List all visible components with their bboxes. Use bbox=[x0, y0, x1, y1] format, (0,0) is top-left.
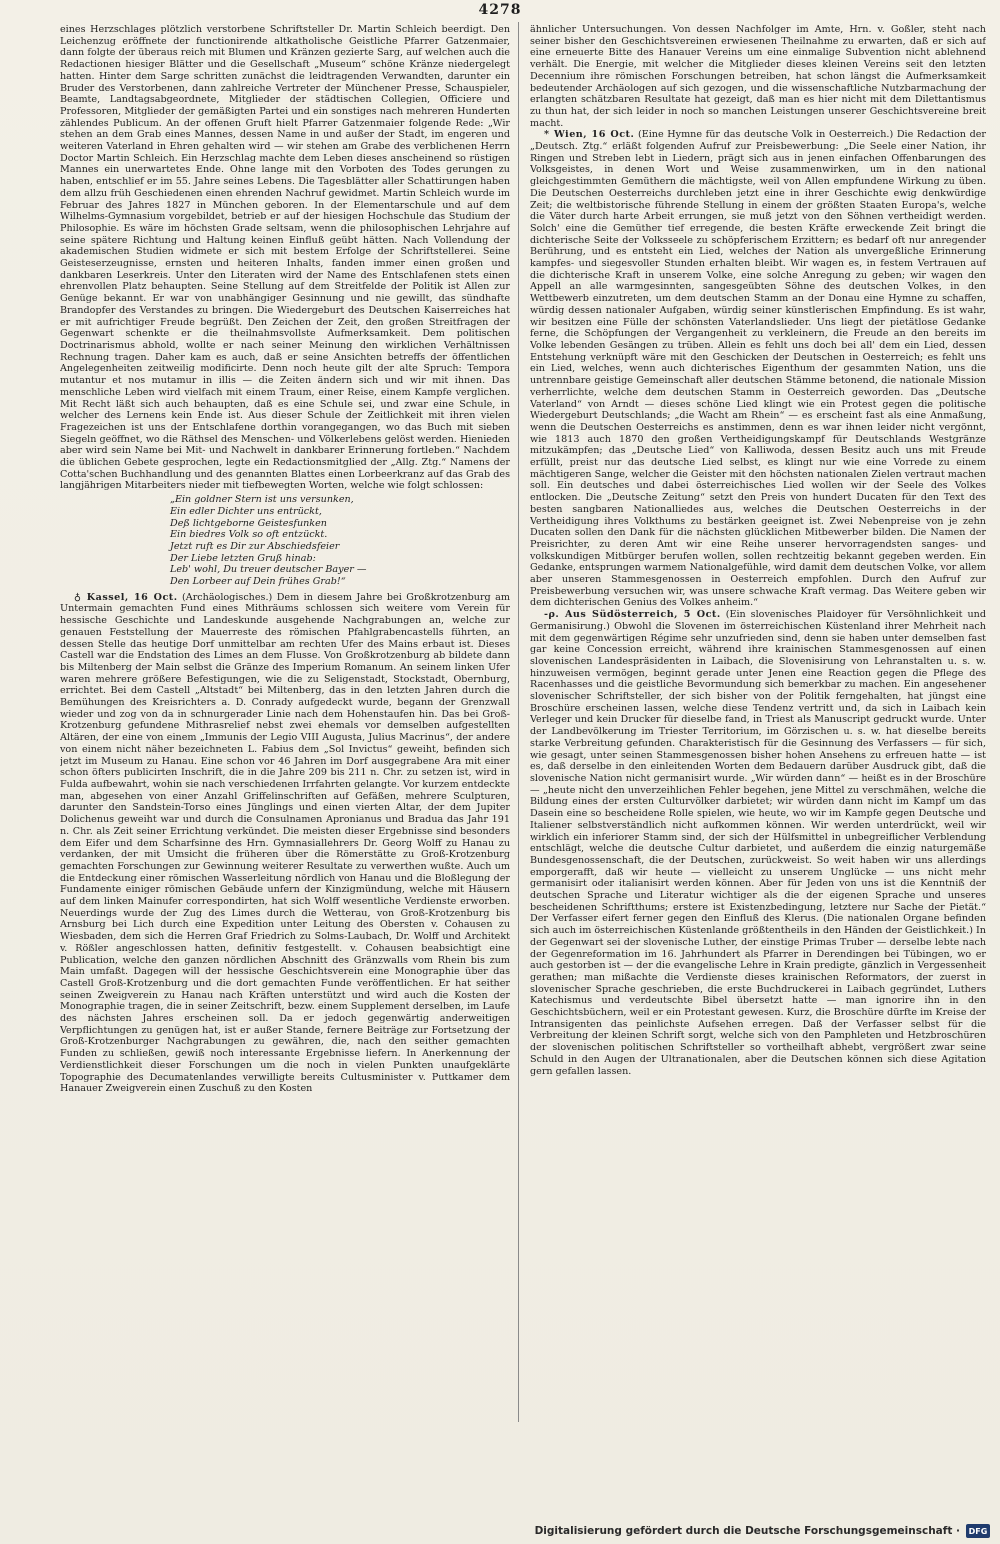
farewell-poem bbox=[170, 494, 510, 588]
suedoesterreich-dateline: -ρ. Aus Südösterreich, 5 Oct. bbox=[544, 609, 721, 621]
footer-credit-text: Digitalisierung gefördert durch die Deutsche Forschungsgemeinschaft · bbox=[534, 1525, 960, 1537]
poem-line: „Ein goldner Stern ist uns versunken, bbox=[170, 494, 354, 506]
left-column bbox=[60, 24, 510, 1514]
right-column bbox=[530, 24, 986, 1514]
dfg-logo: DFG bbox=[966, 1524, 990, 1538]
schleich-funeral-article: eines Herzschlages plötzlich verstorbene Schriftsteller Dr. Martin Schleich beerdigt. Den Leichenzug eröffnete der functionirende altkatholische Geistliche Pfarrer Gatzenmaier, dann folgte der überaus reich mit Blumen und Kränzen gezierte Sarg, auf welchen auch die Redactionen hiesiger Blätter und die Gesellschaft „Museum“ schöne Kränze niedergelegt hatten. Hinter dem Sarge schritten zunächst die leidtragenden Verwandten, darunter ein Bruder des Verstorbenen, dann zahlreiche Vertreter der Münchener Presse, Schauspieler, Beamte, Landtagsabgeordnete, Mitglieder der städtischen Collegien, Officiere und Professoren, Mitglieder der gemäßigten Partei und ein sonstiges nach mehreren Hunderten zählendes Publicum. An der offenen Gruft hielt Pfarrer Gatzenmaier folgende Rede: „Wir stehen an dem Grab eines Mannes, dessen Name in und außer der Stadt, im engeren und weiteren Vaterland in Ehren gehalten wird — wir stehen am Grabe des verblichenen Herrn Doctor Martin Schleich. Ein Herzschlag machte dem Leben dieses anscheinend so rüstigen Mannes ein unerwartetes Ende. Ohne lange mit den Vorboten des Todes gerungen zu haben, entschlief er im 55. Jahre seines Lebens. Die Tagesblätter aller Schattirungen haben dem allzu früh Geschiedenen einen ehrenden Nachruf gewidmet. Martin Schleich wurde im Februar des Jahres 1827 in München geboren. In der Elementarschule und auf dem Wilhelms-Gymnasium vorgebildet, betrieb er auf der hiesigen Hochschule das Studium der Philosophie. Es wäre im höchsten Grade seltsam, wenn die philosophischen Lehrjahre auf seine spätere Richtung und Haltung keinen Einfluß geübt hätten. Nach Vollendung der akademischen Studien widmete er sich mit bestem Erfolge der Schriftstellerei. Seine Geisteserzeugnisse, ernsten und heiteren Inhalts, fanden immer einen großen und dankbaren Leserkreis. Unter den Literaten wird der Name des Entschlafenen stets einen ehrenvollen Platz behaupten. Seine Stellung auf dem Streitfelde der Politik ist Allen zur Genüge bekannt. Er war von unabhängiger Gesinnung und nie gewillt, das sündhafte Brandopfer des Verstandes zu bringen. Die Wiedergeburt des Deutschen Kaiserreiches hat er mit aufrichtiger Freude begrüßt. Den Zeichen der Zeit, den großen Streitfragen der Gegenwart schenkte er die theilnahmsvollste Aufmerksamkeit. Dem politischen Doctrinarismus abhold, wollte er nach seiner Meinung den wirklichen Verhältnissen Rechnung tragen. Daher kam es auch, daß er seine Ansichten betreffs der öffentlichen Angelegenheiten zeitweilig modificirte. Denn noch heute gilt der alte Spruch: Tempora mutantur et nos mutamur in illis — die Zeiten ändern sich und wir mit ihnen. Das menschliche Leben wird vielfach mit einem Traum, einer Reise, einem Kampfe verglichen. Mit Recht läßt sich auch behaupten, daß es eine Schule sei, und zwar eine Schule, in welcher des Lernens kein Ende ist. Aus dieser Schule der Zeitlichkeit mit ihren vielen Fragezeichen ist uns der Entschlafene dorthin vorangegangen, wo das Buch mit sieben Siegeln geöffnet, wo die Räthsel des Menschen- und Völkerlebens gelöst werden. Hienieden aber wird sein Name bei Mit- und Nachwelt in dankbarer Erinnerung fortleben.“ Nachdem die üblichen Gebete gesprochen, legte ein Redactionsmitglied der „Allg. Ztg.“ Namens der Cotta'schen Buchhandlung und des genannten Blattes einen Lorbeerkranz auf das Grab des langjährigen Mitarbeiters nieder mit tiefbewegten Worten, welche wie folgt schlossen: bbox=[60, 24, 510, 492]
wien-article bbox=[530, 129, 986, 609]
wien-dateline: * Wien, 16 Oct. bbox=[544, 129, 635, 141]
poem-line: Deß lichtgeborne Geistesfunken bbox=[170, 517, 327, 529]
column-divider bbox=[518, 22, 519, 1422]
wien-text: (Eine Hymne für das deutsche Volk in Oesterreich.) Die Redaction der „Deutsch. Ztg.“ erläßt folgenden Aufruf zur Preisbewerbung: „Die Seele einer Nation, ihr Ringen und Streben lebt in Liedern, prägt sich aus in jenen einfachen Offenbarungen des Volksgeistes, in denen Wort und Weise zusammenwirken, um in den national gleichgestimmten Gemüthern die mächtigste, weil von Allen empfundene Wirkung zu üben. Die Deutschen Oesterreichs durchleben jetzt eine in ihrer Geschichte ewig denkwürdige Zeit; die weltbistorische führende Stellung in einem der größten Staaten Europa's, welche die Väter durch harte Arbeit errungen, sie muß jetzt von den Söhnen vertheidigt werden. Solch' eine die Gemüther tief erregende, die besten Kräfte erweckende Zeit bringt die dichterische Seite der Volksseele zu schöpferischem Erzittern; es bedarf oft nur anregender Berührung, und es entsteht ein Lied, welches der Nation als unvergeßliche Erinnerung kampfes- und siegesvoller Stunden erhalten bleibt. Wir wagen es, in festem Vertrauen auf die dichterische Kraft in unserem Volke, eine solche Anregung zu geben; wir wagen den Appell an alle warmgesinnten, sangesgeübten Söhne des deutschen Volkes, in den Wettbewerb einzutreten, um dem deutschen Stamm an der Donau eine Hymne zu schaffen, würdig dessen nationaler Aufgaben, würdig seiner künstlerischen Empfindung. Es ist wahr, wir besitzen eine Fülle der schönsten Vaterlandslieder. Uns liegt der pietätlose Gedanke ferne, die Schöpfungen der Vergangenheit zu verkleinern, die Freude an den bereits im Volke lebenden Gesängen zu trüben. Allein es fehlt uns doch bei all' dem ein Lied, dessen Entstehung verknüpft wäre mit den Geschicken der Deutschen in Oesterreich; es fehlt uns ein Lied, welches, wenn auch dichterisches Eigenthum der gesammten Nation, uns die untrennbare geistige Gemeinschaft aller deutschen Stämme betonend, die nationale Mission verherrlichte, welche dem deutschen Stamm in Oesterreich geworden. Das „Deutsche Vaterland“ von Arndt — dieses schöne Lied klingt wie ein Protest gegen die politische Wiedergeburt Deutschlands; „die Wacht am Rhein“ — es erscheint fast als eine Anmaßung, wenn die Deutschen Oesterreichs es anstimmen, denn es war ihnen leider nicht vergönnt, wie 1813 auch 1870 den großen Vertheidigungskampf für Deutschlands Westgränze mitzukämpfen; das „Deutsche Lied“ von Kalliwoda, dessen Besitz auch uns mit Freude erfüllt, preist nur das deutsche Lied selbst, es klingt nur wie eine Vorrede zu einem mächtigeren Sange, welcher die Geister mit den höchsten nationalen Zielen vertraut machen soll. Ein deutsches und dabei österreichisches Lied wollen wir der Seele des Volkes entlocken. Die „Deutsche Zeitung“ setzt den Preis von hundert Ducaten für den Text des besten sangbaren Nationalliedes aus, welches die Deutschen Oesterreichs in der Vertheidigung ihres Volkthums zu bestärken geeignet ist. Zwei Nebenpreise von je zehn Ducaten sollen den Dank für die nächsten glücklichen Mitbewerber bilden. Die Namen der Preisrichter, zu deren Amt wir eine Reihe unserer hervorragendsten sanges- und volkskundigen Mitbürger berufen wollen, sollen rechtzeitig bekannt gegeben werden. Ein Gedanke, entsprungen warmem Nationalgefühle, wird damit dem deutschen Volke, vor allem aber unseren Stammesgenossen in Oesterreich empfohlen. Durch den Aufruf zur Preisbewerbung versuchen wir, was unsere schwache Kraft vermag. Das Weitere geben wir dem dichterischen Genius des Volkes anheim.“ bbox=[530, 129, 986, 609]
page-number: 4278 bbox=[478, 2, 522, 18]
kassel-continuation: ähnlicher Untersuchungen. Von dessen Nachfolger im Amte, Hrn. v. Goßler, steht nach seiner bisher den Geschichtsvereinen erwiesenen Theilnahme zu erwarten, daß er sich auf eine erneuerte Bitte des Hanauer Vereins um eine einmalige Subvention nicht ablehnend verhält. Die Energie, mit welcher die Mitglieder dieses kleinen Vereins seit den letzten Decennium ihre römischen Forschungen betreiben, hat schon längst die Aufmerksamkeit bedeutender Archäologen auf sich gezogen, und die wissenschaftliche Nutzbarmachung der erlangten schätzbaren Resultate hat gezeigt, daß man es hier nicht mit dem Dilettantismus zu thun hat, der sich leider in noch so manchen Leistungen unserer Geschichtsvereine breit macht. bbox=[530, 24, 986, 129]
poem-line: Jetzt ruft es Dir zur Abschiedsfeier bbox=[170, 540, 340, 552]
kassel-article bbox=[60, 592, 510, 1095]
poem-line: Ein biedres Volk so oft entzückt. bbox=[170, 529, 328, 541]
poem-line: Den Lorbeer auf Dein frühes Grab!“ bbox=[170, 576, 346, 588]
digitization-footer bbox=[0, 1520, 1000, 1542]
kassel-text: (Archäologisches.) Dem in diesem Jahre bei Großkrotzenburg am Untermain gemachten Fund eines Mithräums schlossen sich weitere vom Verein für hessische Geschichte und Landeskunde ausgehende Nachgrabungen an, welche zur genauen Feststellung der Mauerreste des römischen Pfahlgrabencastells führten, an dessen Stelle das heutige Dorf unmittelbar am rechten Ufer des Mains erbaut ist. Dieses Castell war die Endstation des Limes an dem Flusse. Von Großkrotzenburg ab bildete dann bis Miltenberg der Main selbst die Gränze des Imperium Romanum. An seinem linken Ufer waren mehrere größere Befestigungen, wie die zu Seligenstadt, Stockstadt, Obernburg, errichtet. Bei dem Castell „Altstadt“ bei Miltenberg, das in den letzten Jahren durch die Bemühungen des Kreisrichters a. D. Conrady aufgedeckt wurde, begann der Grenzwall wieder und zog von da in schnurgerader Linie nach dem Hohenstaufen hin. Das bei Groß-Krotzenburg gefundene Mithrasrelief nebst zwei ehemals vor demselben aufgestellten Altären, der eine von einem „Immunis der Legio VIII Augusta, Julius Macrinus“, der andere von einem nicht näher bezeichneten L. Fabius dem „Sol Invictus“ geweiht, befinden sich jetzt im Museum zu Hanau. Eine schon vor 46 Jahren im Dorf ausgegrabene Ara mit einer schon öfters publicirten Inschrift, die in die Jahre 209 bis 211 n. Chr. zu setzen ist, wird in Fulda aufbewahrt, wohin sie nach verschiedenen Irrfahrten gelangte. Vor kurzem entdeckte man, abgesehen von einer Anzahl Griffelinschriften auf Gefäßen, mehrere Sculpturen, darunter den Sandstein-Torso eines Jünglings und einen vierten Altar, der dem Jupiter Dolichenus geweiht war und durch die Consulnamen Apronianus und Bradua das Jahr 191 n. Chr. als Zeit seiner Errichtung verkündet. Die meisten dieser Ergebnisse sind besonders dem Eifer und dem Scharfsinne des Hrn. Gymnasiallehrers Dr. Georg Wolff zu Hanau zu verdanken, der mit Umsicht die früheren über die Römerstätte zu Groß-Krotzenburg gemachten Forschungen zur Gewinnung weiterer Resultate zu verwerthen wußte. Auch um die Entdeckung einer römischen Wasserleitung nördlich von Hanau und die Bloßlegung der Fundamente einiger römischen Gebäude unfern der Kinzigmündung, welche mit Häusern auf dem linken Mainufer correspondirten, hat sich Wolff wesentliche Verdienste erworben. Neuerdings wurde der Zug des Limes durch die Wetterau, von Groß-Krotzenburg bis Arnsburg bei Lich durch eine Expedition unter Leitung des Obersten v. Cohausen zu Wiesbaden, dem sich die Herren Graf Friedrich zu Solms-Laubach, Dr. Wolff und Architekt v. Rößler angeschlossen hatten, definitiv festgestellt. v. Cohausen beabsichtigt eine Publication, welche den ganzen nördlichen Abschnitt des Gränzwalls vom Rhein bis zum Main umfaßt. Dagegen will der hessische Geschichtsverein eine Monographie über das Castell Groß-Krotzenburg und die dort gemachten Funde veröffentlichen. Er hat seither seinen Zweigverein zu Hanau nach Kräften unterstützt und wird auch die Kosten der Monographie tragen, die in seiner Zeitschrift, bezw. einem Supplement derselben, im Laufe des nächsten Jahres erscheinen soll. Da er jedoch gegenwärtig anderweitigen Verpflichtungen zu genügen hat, ist er außer Stande, fernere Beiträge zur Fortsetzung der Groß-Krotzenburger Nachgrabungen zu gewähren, die, nach den seither gemachten Funden zu schließen, gewiß noch interessante Ergebnisse liefern. In Anerkennung der Verdienstlichkeit dieser Forschungen um die noch in vielen Punkten unaufgeklärte Topographie des Decumatenlandes verwilligte bereits Cultusminister v. Puttkamer dem Hanauer Zweigverein einen Zuschuß zu den Kosten bbox=[60, 591, 510, 1095]
poem-line: Leb' wohl, Du treuer deutscher Bayer — bbox=[170, 564, 367, 576]
suedoesterreich-article bbox=[530, 609, 986, 1077]
kassel-dateline: ♁ Kassel, 16 Oct. bbox=[74, 591, 178, 603]
suedoesterreich-text: (Ein slovenisches Plaidoyer für Versöhnlichkeit und Germanisirung.) Obwohl die Slovenen im österreichischen Küstenland ihrer Mehrheit nach mit dem gegenwärtigen Régime sehr unzufrieden sind, denn sie haben unter demselben fast gar keine Concession erreicht, während ihre krainischen Stammesgenossen auf einen slovenischen Landespräsidenten in Laibach, die Slovenisirung von Lehranstalten u. s. w. hinzuweisen vermögen, beginnt gerade unter Jenen eine Reaction gegen die Pflege des Racenhasses und die geistliche Bevormundung sich bemerkbar zu machen. Ein angesehener slovenischer Schriftsteller, der sich bisher von der Politik ferngehalten, hat jüngst eine Broschüre erscheinen lassen, welche diese Tendenz vertritt und, da sich in Laibach kein Verleger und kein Drucker für dieselbe fand, in Triest als Manuscript gedruckt wurde. Unter der Landbevölkerung im Triester Territorium, im Görzischen u. s. w. hat dieselbe bereits starke Verbreitung gefunden. Charakteristisch für die Gesinnung des Verfassers — für sich, wie gesagt, unter seinen Stammesgenossen bisher hohen Ansehens zu erfreuen hatte — ist es, daß derselbe in den einleitenden Worten dem Bedauern darüber Ausdruck gibt, daß die slovenische Nation nicht germanisirt wurde. „Wir würden dann“ — heißt es in der Broschüre — „heute nicht den unverzeihlichen Fehler begehen, jene Mittel zu verschmähen, welche die Bildung eines der ersten Culturvölker darbietet; wir würden dann nicht im Kampf um das Dasein eine so bescheidene Rolle spielen, wie heute, wo wir im Kampfe gegen Deutsche und Italiener selbstverständlich nicht aufkommen können. Wir werden unterdrückt, weil wir wirklich ein inferiorer Stamm sind, der sich der Hülfsmittel in unbegreiflicher Verblendung entschlägt, welche die deutsche Cultur darbietet, und außerdem die einzig naturgemäße Bundesgenossenschaft, die der Deutschen, zurückweist. So weit haben wir uns allerdings emporgerafft, daß wir heute — vielleicht zu unserem Unglücke — uns nicht mehr germanisirt oder italianisirt werden können. Aber für Jeden von uns ist die Kenntniß der deutschen Sprache und Literatur wichtiger als die der eigenen Sprache und unseres bescheidenen Schriftthums; erstere ist Existenzbedingung, letztere nur Sache der Pietät.“ Der Verfasser eifert ferner gegen den Einfluß des Klerus. (Die nationalen Organe befinden sich auch im österreichischen Küstenlande größtentheils in den Händen der Geistlichkeit.) In der Gegenwart sei der slovenische Luther, der einstige Primas Truber — derselbe lebte nach der Gegenreformation im 16. Jahrhundert als Pfarrer in Derendingen bei Tübingen, wo er auch gestorben ist — der die evangelische Lehre in Krain predigte, gänzlich in Vergessenheit gerathen; man mißachte die Verdienste dieses krainischen Reformators, der zuerst in slovenischer Sprache geschrieben, die erste Buchdruckerei in Laibach gegründet, Luthers Katechismus und verdeutschte Bibel übersetzt hatte — man ignorire ihn in den Geschichtsbüchern, weil er ein Protestant gewesen. Kurz, die Broschüre dürfte im Kreise der Intransigenten das peinlichste Aufsehen erregen. Daß der Verfasser selbst für die Verbreitung der kleinen Schrift sorgt, welche sich von den Pamphleten und Hetzbroschüren der slovenischen politischen Schriftsteller so vortheilhaft abhebt, vergrößert zwar seine Schuld in den Augen der Ultranationalen, aber die Deutschen können sich diese Agitation gern gefallen lassen. bbox=[530, 609, 986, 1077]
poem-line: Der Liebe letzten Gruß hinab: bbox=[170, 552, 316, 564]
poem-line: Ein edler Dichter uns entrückt, bbox=[170, 505, 322, 517]
